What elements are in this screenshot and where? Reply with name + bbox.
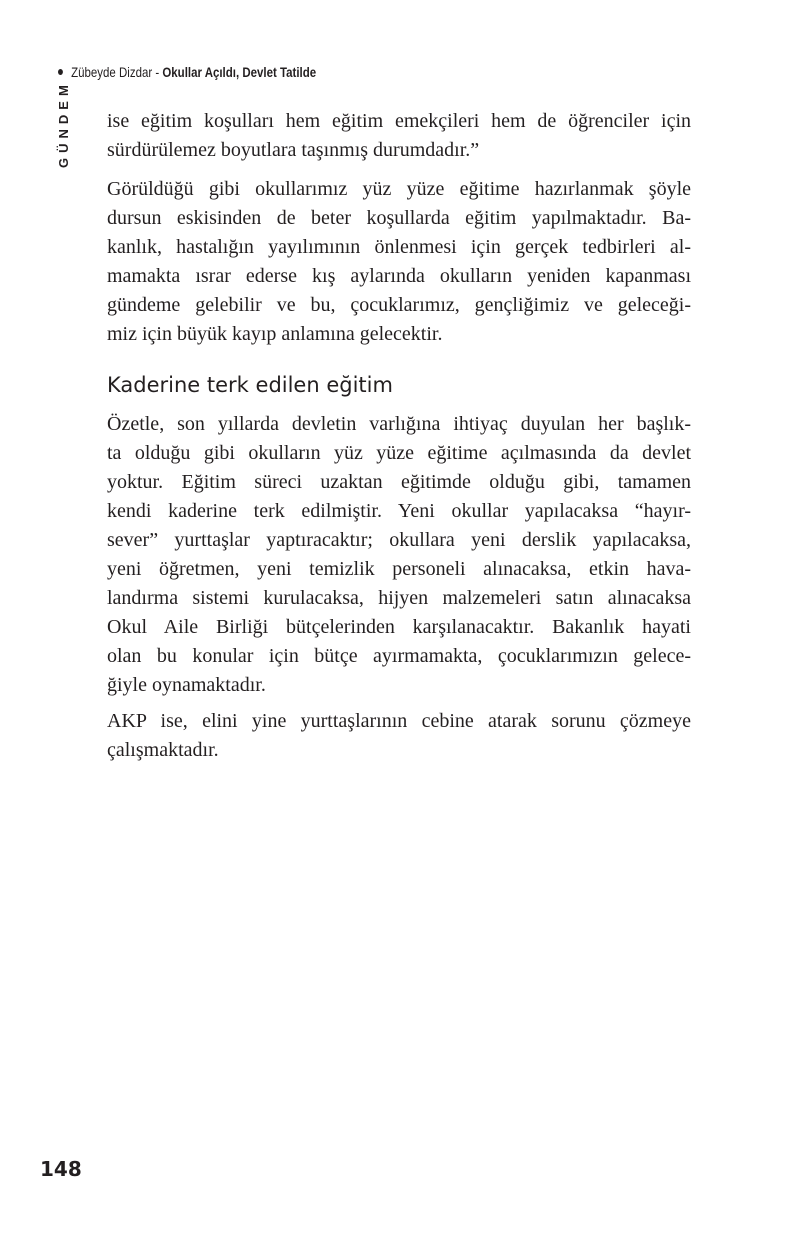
header-author: Zübeyde Dizdar - xyxy=(71,64,160,80)
text-line: Okul Aile Birliği bütçelerinden karşılanacaktır. Bakanlık hayati xyxy=(107,616,691,638)
text-line: AKP ise, elini yine yurttaşlarının cebine atarak sorunu çözmeye xyxy=(107,710,691,732)
paragraph xyxy=(107,175,691,349)
paragraph xyxy=(107,410,691,700)
text-line: çalışmaktadır. xyxy=(107,739,219,761)
text-line: Özetle, son yıllarda devletin varlığına ihtiyaç duyulan her başlık- xyxy=(107,413,691,435)
text-line: sever” yurttaşlar yaptıracaktır; okullara yeni derslik yapılacaksa, xyxy=(107,529,691,551)
text-line: landırma sistemi kurulacaksa, hijyen malzemeleri satın alınacaksa xyxy=(107,587,691,609)
text-line: olan bu konular için bütçe ayırmamakta, çocuklarımızın gelece- xyxy=(107,645,691,667)
text-line: kendi kaderine terk edilmiştir. Yeni okullar yapılacaksa “hayır- xyxy=(107,500,691,522)
text-line: ta olduğu gibi okulların yüz yüze eğitime açılmasında da devlet xyxy=(107,442,691,464)
paragraph xyxy=(107,107,691,165)
section-tag: GÜNDEM xyxy=(56,80,71,168)
running-header xyxy=(58,64,316,80)
text-line: Görüldüğü gibi okullarımız yüz yüze eğitime hazırlanmak şöyle xyxy=(107,178,691,200)
page-number: 148 xyxy=(40,1157,82,1181)
text-line: ğiyle oynamaktadır. xyxy=(107,674,266,696)
section-heading: Kaderine terk edilen eğitim xyxy=(107,373,393,397)
paragraph xyxy=(107,707,691,765)
text-line: gündeme gelebilir ve bu, çocuklarımız, gençliğimiz ve geleceği- xyxy=(107,294,691,316)
text-line: mamakta ısrar ederse kış aylarında okulların yeniden kapanması xyxy=(107,265,691,287)
text-line: yeni öğretmen, yeni temizlik personeli alınacaksa, etkin hava- xyxy=(107,558,691,580)
text-line: dursun eskisinden de beter koşullarda eğitim yapılmaktadır. Ba- xyxy=(107,207,691,229)
header-title: Okullar Açıldı, Devlet Tatilde xyxy=(162,64,317,80)
bullet-icon xyxy=(58,69,63,75)
text-line: ise eğitim koşulları hem eğitim emekçileri hem de öğrenciler için xyxy=(107,110,691,132)
text-line: yoktur. Eğitim süreci uzaktan eğitimde olduğu gibi, tamamen xyxy=(107,471,691,493)
text-line: kanlık, hastalığın yayılımının önlenmesi için gerçek tedbirleri al- xyxy=(107,236,691,258)
text-line: miz için büyük kayıp anlamına gelecektir. xyxy=(107,323,443,345)
text-line: sürdürülemez boyutlara taşınmış durumdadır.” xyxy=(107,139,480,161)
